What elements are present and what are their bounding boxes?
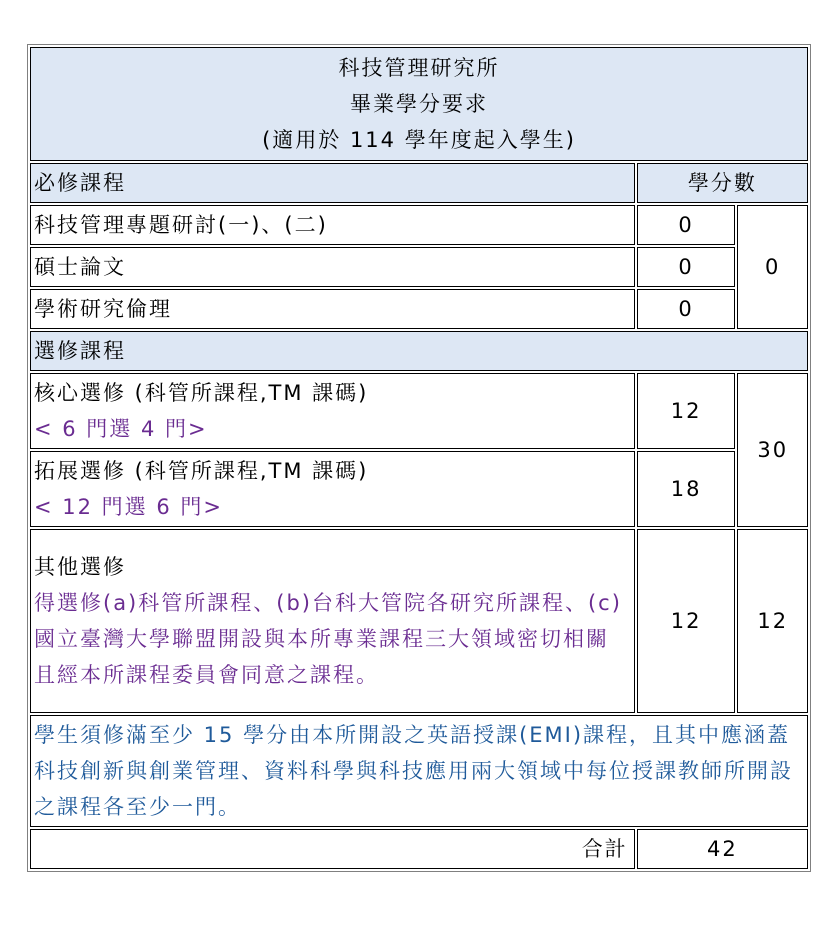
course-name: 其他選修: [34, 555, 126, 579]
table-row: [30, 289, 808, 329]
sum-label: 合計: [30, 829, 635, 869]
required-section-row: [30, 163, 808, 203]
emi-note-row: [30, 715, 808, 827]
course-note: < 12 門選 6 門>: [34, 495, 223, 519]
table-header-row: [30, 47, 808, 161]
table-row: [30, 205, 808, 245]
course-credits: 18: [637, 451, 736, 527]
table-title: [30, 47, 808, 161]
course-note: 得選修(a)科管所課程、(b)台科大管院各研究所課程、(c)國立臺灣大學聯盟開設與本所專業課程三大領域密切相關且經本所課程委員會同意之課程。: [34, 591, 622, 687]
table-row: [30, 451, 808, 527]
course-note: < 6 門選 4 門>: [34, 417, 208, 441]
course-credits: 0: [637, 289, 736, 329]
required-total: 0: [737, 205, 808, 329]
emi-requirement-note: 學生須修滿至少 15 學分由本所開設之英語授課(EMI)課程，且其中應涵蓋科技創新與創業管理、資料科學與科技應用兩大領域中每位授課教師所開設之課程各至少一門。: [30, 715, 808, 827]
elective-section-label: 選修課程: [30, 331, 808, 371]
sum-value: 42: [637, 829, 808, 869]
requirement-title: 畢業學分要求: [350, 92, 488, 116]
course-name: 核心選修 (科管所課程,TM 課碼): [34, 381, 369, 405]
elective-section-row: [30, 331, 808, 371]
credits-header: 學分數: [637, 163, 808, 203]
institute-name: 科技管理研究所: [338, 56, 500, 80]
sum-row: [30, 829, 808, 869]
other-elective-cell: [30, 529, 635, 713]
table-row: [30, 247, 808, 287]
table-row: [30, 529, 808, 713]
other-elective-total: 12: [737, 529, 808, 713]
course-credits: 12: [637, 529, 736, 713]
course-name: 科技管理專題研討(一)、(二): [30, 205, 635, 245]
core-elective-cell: [30, 373, 635, 449]
course-credits: 0: [637, 205, 736, 245]
graduation-credits-table: [27, 44, 811, 872]
course-name: 拓展選修 (科管所課程,TM 課碼): [34, 459, 369, 483]
core-expand-total: 30: [737, 373, 808, 527]
required-section-label: 必修課程: [30, 163, 635, 203]
course-name: 學術研究倫理: [30, 289, 635, 329]
expand-elective-cell: [30, 451, 635, 527]
course-credits: 12: [637, 373, 736, 449]
course-name: 碩士論文: [30, 247, 635, 287]
course-credits: 0: [637, 247, 736, 287]
table-row: [30, 373, 808, 449]
applicable-note: (適用於 114 學年度起入學生): [262, 128, 576, 152]
